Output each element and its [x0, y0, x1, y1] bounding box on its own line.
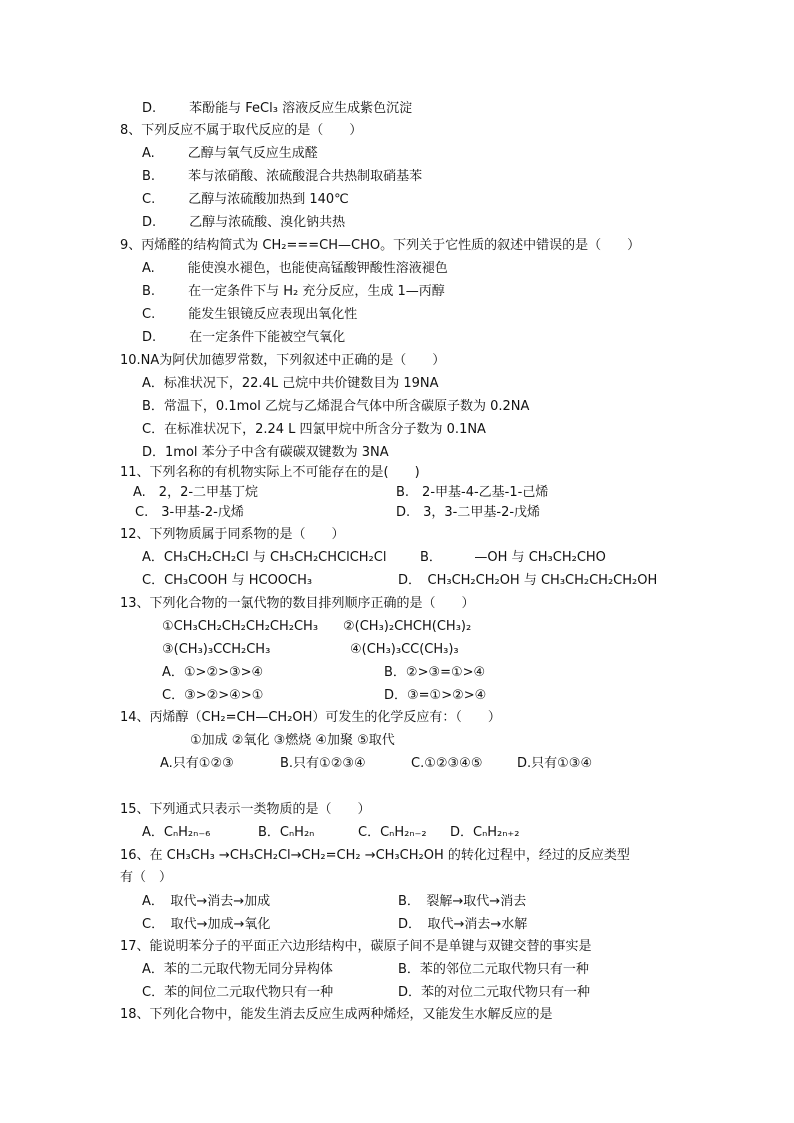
option-label: A.: [142, 261, 155, 276]
q10-option-d: D．1mol 苯分子中含有碳碳双键数为 3NA: [142, 445, 389, 460]
q9-option-b: [142, 283, 445, 301]
q11-option-d: D. 3，3-二甲基-2-戊烯: [396, 505, 541, 520]
q13-compound-4: ④(CH₃)₃CC(CH₃)₃: [350, 642, 459, 657]
q13-stem: 13、下列化合物的一氯代物的数目排列顺序正确的是（ ）: [120, 596, 475, 611]
q18-stem: 18、下列化合物中，能发生消去反应生成两种烯烃，又能发生水解反应的是: [120, 1007, 553, 1022]
q13-compound-3: ③(CH₃)₃CCH₂CH₃: [162, 642, 271, 657]
q16-stem-line1: 16、在 CH₃CH₃ →CH₃CH₂Cl→CH₂=CH₂ →CH₃CH₂OH 的转化过程中，经过的反应类型: [120, 848, 630, 863]
q8-stem: 8、下列反应不属于取代反应的是（ ）: [120, 123, 363, 138]
q14-option-a: A.只有①②③: [160, 756, 234, 771]
option-label: D.: [142, 215, 157, 230]
q16-option-b: B． 裂解→取代→消去: [398, 894, 527, 909]
q12-stem: 12、下列物质属于同系物的是（ ）: [120, 527, 345, 542]
option-text: 乙醇与氧气反应生成醛: [187, 146, 318, 161]
q16-option-c: C． 取代→加成→氧化: [142, 917, 271, 932]
option-text: 乙醇与浓硫酸、溴化钠共热: [189, 215, 346, 230]
option-label: B.: [142, 169, 156, 184]
q13-option-b: B．②>③=①>④: [384, 665, 486, 680]
q17-option-a: A．苯的二元取代物无同分异构体: [142, 962, 333, 977]
option-text: 能使溴水褪色，也能使高锰酸钾酸性溶液褪色: [187, 261, 448, 276]
option-text: 苯酚能与 FeCl₃ 溶液反应生成紫色沉淀: [189, 101, 413, 116]
q8-option-a: [142, 145, 318, 163]
q15-option-b: B．CₙH₂ₙ: [258, 825, 315, 840]
q17-stem: 17、能说明苯分子的平面正六边形结构中，碳原子间不是单键与双键交替的事实是: [120, 939, 592, 954]
q13-option-a: A．①>②>③>④: [162, 665, 264, 680]
q15-option-c: C．CₙH₂ₙ₋₂: [358, 825, 427, 840]
q12-option-d: D． CH₃CH₂CH₂OH 与 CH₃CH₂CH₂CH₂OH: [398, 573, 658, 588]
option-label: D.: [142, 101, 157, 116]
q11-stem: 11、下列名称的有机物实际上不可能存在的是( ): [120, 465, 420, 480]
q15-option-d: D．CₙH₂ₙ₊₂: [450, 825, 520, 840]
q9-option-d: [142, 329, 345, 347]
q7-option-d: [142, 100, 412, 118]
option-text: 能发生银镜反应表现出氧化性: [188, 307, 358, 322]
option-label: A.: [142, 146, 155, 161]
q13-option-d: D．③=①>②>④: [384, 688, 487, 703]
q11-option-b: B. 2-甲基-4-乙基-1-己烯: [396, 485, 549, 500]
option-label: B.: [142, 284, 156, 299]
q9-option-c: [142, 306, 357, 324]
q8-option-b: [142, 168, 422, 186]
q12-option-c: C．CH₃COOH 与 HCOOCH₃: [142, 573, 313, 588]
option-text: 在一定条件下能被空气氧化: [189, 330, 346, 345]
q8-option-c: [142, 191, 349, 209]
option-text: 乙醇与浓硫酸加热到 140℃: [188, 192, 349, 207]
option-label: D.: [142, 330, 157, 345]
q12-option-a: A．CH₃CH₂CH₂Cl 与 CH₃CH₂CHClCH₂Cl: [142, 550, 387, 565]
q9-stem: 9、丙烯醛的结构简式为 CH₂===CH—CHO。下列关于它性质的叙述中错误的是（ ）: [120, 238, 641, 253]
q14-option-d: D.只有①③④: [517, 756, 593, 771]
q13-option-c: C．③>②>④>①: [162, 688, 264, 703]
q15-option-a: A．CₙH₂ₙ₋₆: [142, 825, 211, 840]
option-label: C.: [142, 307, 156, 322]
option-text: 在一定条件下与 H₂ 充分反应，生成 1—丙醇: [188, 284, 445, 299]
q14-items: ①加成 ②氧化 ③燃烧 ④加聚 ⑤取代: [190, 733, 395, 748]
q11-option-c: C. 3-甲基-2-戊烯: [135, 505, 244, 520]
q14-option-c: C.①②③④⑤: [411, 756, 483, 771]
q16-stem-line2: 有（ ）: [120, 870, 173, 885]
q12-option-b: B． —OH 与 CH₃CH₂CHO: [420, 550, 606, 565]
q14-option-b: B.只有①②③④: [280, 756, 366, 771]
q10-stem: 10.NA为阿伏加德罗常数，下列叙述中正确的是（ ）: [120, 353, 446, 368]
q14-stem: 14、丙烯醇（CH₂=CH—CH₂OH）可发生的化学反应有：（ ）: [120, 710, 501, 725]
q10-option-c: C．在标准状况下，2.24 L 四氯甲烷中所含分子数为 0.1NA: [142, 422, 486, 437]
q13-compound-1: ①CH₃CH₂CH₂CH₂CH₂CH₃: [162, 619, 319, 634]
q9-option-a: [142, 260, 448, 278]
q10-option-b: B．常温下，0.1mol 乙烷与乙烯混合气体中所含碳原子数为 0.2NA: [142, 399, 530, 414]
q17-option-d: D．苯的对位二元取代物只有一种: [398, 985, 591, 1000]
option-text: 苯与浓硝酸、浓硫酸混合共热制取硝基苯: [188, 169, 423, 184]
q17-option-c: C．苯的间位二元取代物只有一种: [142, 985, 334, 1000]
q8-option-d: [142, 214, 345, 232]
q17-option-b: B．苯的邻位二元取代物只有一种: [398, 962, 589, 977]
q11-option-a: A. 2，2-二甲基丁烷: [133, 485, 259, 500]
q16-option-d: D． 取代→消去→水解: [398, 917, 528, 932]
q10-option-a: A．标准状况下，22.4L 己烷中共价键数目为 19NA: [142, 376, 439, 391]
q13-compound-2: ②(CH₃)₂CHCH(CH₃)₂: [343, 619, 472, 634]
q15-stem: 15、下列通式只表示一类物质的是（ ）: [120, 802, 371, 817]
q16-option-a: A． 取代→消去→加成: [142, 894, 271, 909]
option-label: C.: [142, 192, 156, 207]
